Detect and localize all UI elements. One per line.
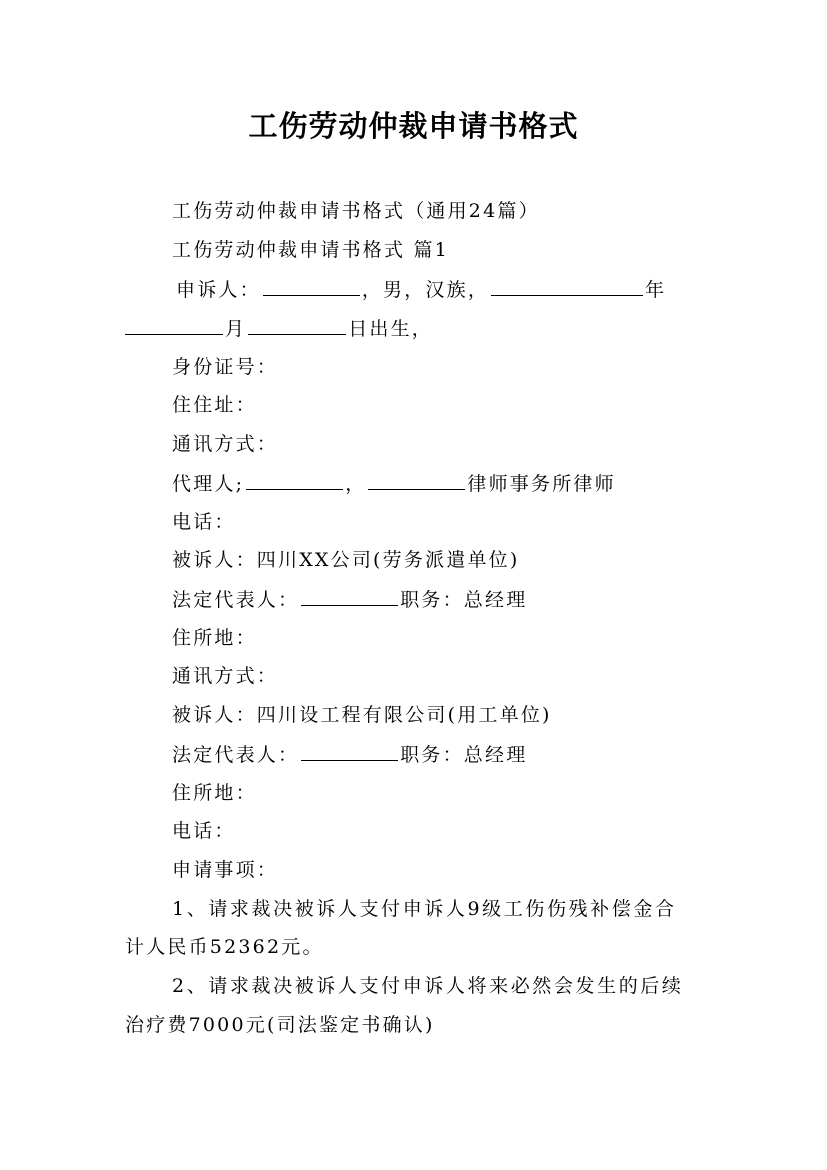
id-number-label: 身份证号： [172, 356, 279, 378]
rep-blank [301, 587, 398, 606]
rep-blank [301, 742, 398, 761]
birth-day-blank [248, 316, 346, 335]
complainant-line [176, 277, 666, 302]
respondent2-phone: 电话： [172, 820, 236, 842]
month-label: 月 [225, 318, 247, 340]
agent-sep: ， [345, 473, 367, 495]
claim-1-line-2: 计人民币52362元。 [125, 936, 324, 958]
claim-2-line-2: 治疗费7000元(司法鉴定书确认) [125, 1014, 435, 1036]
agent-suffix: 律师事务所律师 [467, 473, 616, 495]
year-label: 年 [645, 279, 667, 301]
claim-2-line-1: 2、请求裁决被诉人支付申诉人将来必然会发生的后续 [172, 975, 684, 997]
document-subtitle: 工伤劳动仲裁申请书格式（通用24篇） [172, 200, 540, 222]
complainant-label: 申诉人： [176, 279, 261, 301]
birthdate-line [125, 316, 433, 341]
claims-heading: 申请事项： [172, 859, 279, 881]
respondent1-name: 被诉人：四川XX公司(劳务派遣单位) [172, 549, 520, 571]
claim-1-line-1: 1、请求裁决被诉人支付申诉人9级工伤伤残补偿金合 [172, 898, 677, 920]
rep-suffix: 职务：总经理 [400, 744, 528, 766]
respondent2-rep-line [172, 742, 527, 767]
rep-label: 法定代表人： [172, 744, 300, 766]
rep-suffix: 职务：总经理 [400, 589, 528, 611]
rep-label: 法定代表人： [172, 589, 300, 611]
document-title: 工伤劳动仲裁申请书格式 [248, 109, 579, 143]
section-heading: 工伤劳动仲裁申请书格式 篇1 [172, 239, 449, 261]
complainant-sep: ，男，汉族， [361, 279, 490, 301]
address-label: 住住址： [172, 394, 257, 416]
respondent1-contact: 通讯方式： [172, 665, 279, 687]
agent-line [172, 471, 616, 496]
respondent1-address: 住所地： [172, 627, 257, 649]
respondent1-rep-line [172, 587, 527, 612]
respondent2-address: 住所地： [172, 782, 257, 804]
name-blank [263, 277, 360, 296]
birth-month-blank [125, 316, 223, 335]
day-birth-label: 日出生， [348, 318, 434, 340]
respondent2-name: 被诉人：四川设工程有限公司(用工单位) [172, 704, 552, 726]
contact-label: 通讯方式： [172, 433, 279, 455]
law-firm-blank [368, 471, 465, 490]
phone-label: 电话： [172, 511, 236, 533]
agent-name-blank [246, 471, 343, 490]
agent-label: 代理人; [172, 473, 245, 495]
birth-year-blank [491, 277, 643, 296]
